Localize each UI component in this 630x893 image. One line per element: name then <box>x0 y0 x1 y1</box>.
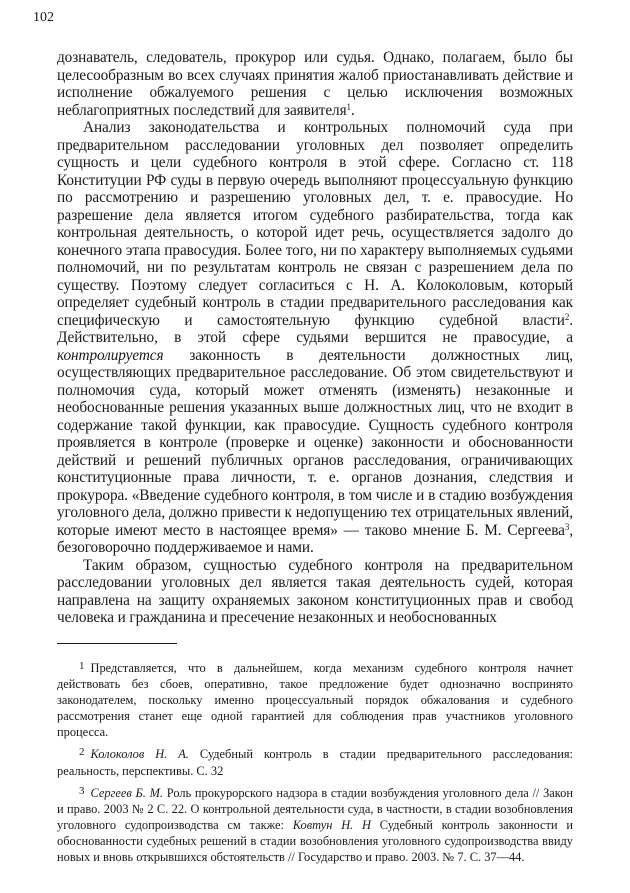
footnote-reference: 2 <box>564 311 570 322</box>
paragraph <box>57 119 573 557</box>
text-run: Судебный контроль в стадии предварительного расследования: реальность, перспективы. С. 32 <box>57 747 573 778</box>
footnote-number: 1 <box>79 660 85 672</box>
text-run: , безоговорочно поддерживаемое и нами. <box>57 521 573 556</box>
page-number: 102 <box>33 10 54 25</box>
emphasized-text: Ковтун Н. Н <box>292 817 371 832</box>
footnote <box>57 785 573 865</box>
footnote <box>57 746 573 778</box>
footnote-number: 2 <box>79 746 85 759</box>
footnote-number: 3 <box>79 784 85 797</box>
text-run: . <box>350 101 355 119</box>
text-run: Анализ законодательства и контрольных полномочий суда при предварительном расследовании уголовных дел позволяет определить сущность и цели судебного контроля в этой сфере. Согласно ст. 118 Конституции РФ суды в первую очередь выполняют процессуальную функцию по рассмотрению и разрешению уголовных дел, т. е. правосудие. Но разрешение дела является итогом судебного разбирательства, тогда как контрольная деятельность, о которой идет речь, осуществляется задолго до конечного этапа правосудия. Более того, ни по характеру выполняемых судьями полномочий, ни по результатам контроль не связан с разрешением дела по существу. Поэтому следует согласиться с Н. А. Колоколовым, который определяет судебный контроль в стадии предварительного расследования как специфическую и самостоятельную функцию судебной власти <box>57 119 573 329</box>
paragraph <box>57 49 573 119</box>
footnote <box>57 660 573 740</box>
emphasized-text: Колоколов Н. А. <box>90 747 189 762</box>
footnote-reference: 1 <box>346 101 351 112</box>
text-run: . Действительно, в этой сфере судьями вершится не правосудие, а <box>57 311 573 346</box>
paragraph <box>57 557 573 627</box>
footnotes <box>57 660 573 871</box>
text-run: законность в деятельности должностных лиц, осуществляющих предварительное расследование. Об этом свидетельствуют и полномочия суда, который может отменять (изменять) незаконные и необоснованные решения указанных выше должностных лиц, что не входит в содержание такой функции, как правосудие. Сущность судебного контроля проявляется в контроле (проверке и оценке) законности и обоснованности действий и решений публичных органов расследования, ограничивающих конституционные права личности, т. е. органов дознания, следствия и прокурора. «Введение судебного контроля, в том числе и в стадию возбуждения уголовного дела, должно привести к недопущению тех отрицательных явлений, которые имеют место в настоящее время» — таково мнение Б. М. Сергеева <box>57 346 573 539</box>
emphasized-text: контролируется <box>57 346 164 364</box>
emphasized-text: Сергеев Б. М. <box>90 785 164 800</box>
text-run: Судебный контроль законности и обоснованности судебных решений в стадии возобновления уголовного судопроизводства ввиду новых и вновь открывшихся обстоятельств // Государство и право. 2003. № 7. С. 37—44. <box>57 817 573 865</box>
main-text <box>57 49 573 627</box>
footnote-separator <box>57 643 177 644</box>
footnote-reference: 3 <box>564 521 570 532</box>
text-run: Представляется, что в дальнейшем, когда механизм судебного контроля начнет действовать без сбоев, оперативно, такое предложение будет однозначно воспринято законодателем, поскольку именно процессуальный порядок обжалования и судебного рассмотрения станет еще одной гарантией для соблюдения прав участников уголовного процесса. <box>57 661 573 740</box>
text-run: дознаватель, следователь, прокурор или судья. Однако, полагаем, было бы целесообразным во всех случаях принятия жалоб приостанавливать действие и исполнение обжалуемого решения с целью исключения возможных неблагоприятных последствий для заявителя <box>57 49 573 119</box>
text-run: Таким образом, сущностью судебного контроля на предварительном расследовании уголовных дел является такая деятельность судей, которая направлена на защиту охраняемых законом конституционных прав и свобод человека и гражданина и пресечение незаконных и необоснованных <box>57 556 573 626</box>
text-run: Роль прокурорского надзора в стадии возбуждения уголовного дела // Закон и право. 2003 № 2 С. 22. О контрольной деятельности суда, в частности, в стадии возобновления уголовного судопроизводства см также: <box>57 785 573 832</box>
